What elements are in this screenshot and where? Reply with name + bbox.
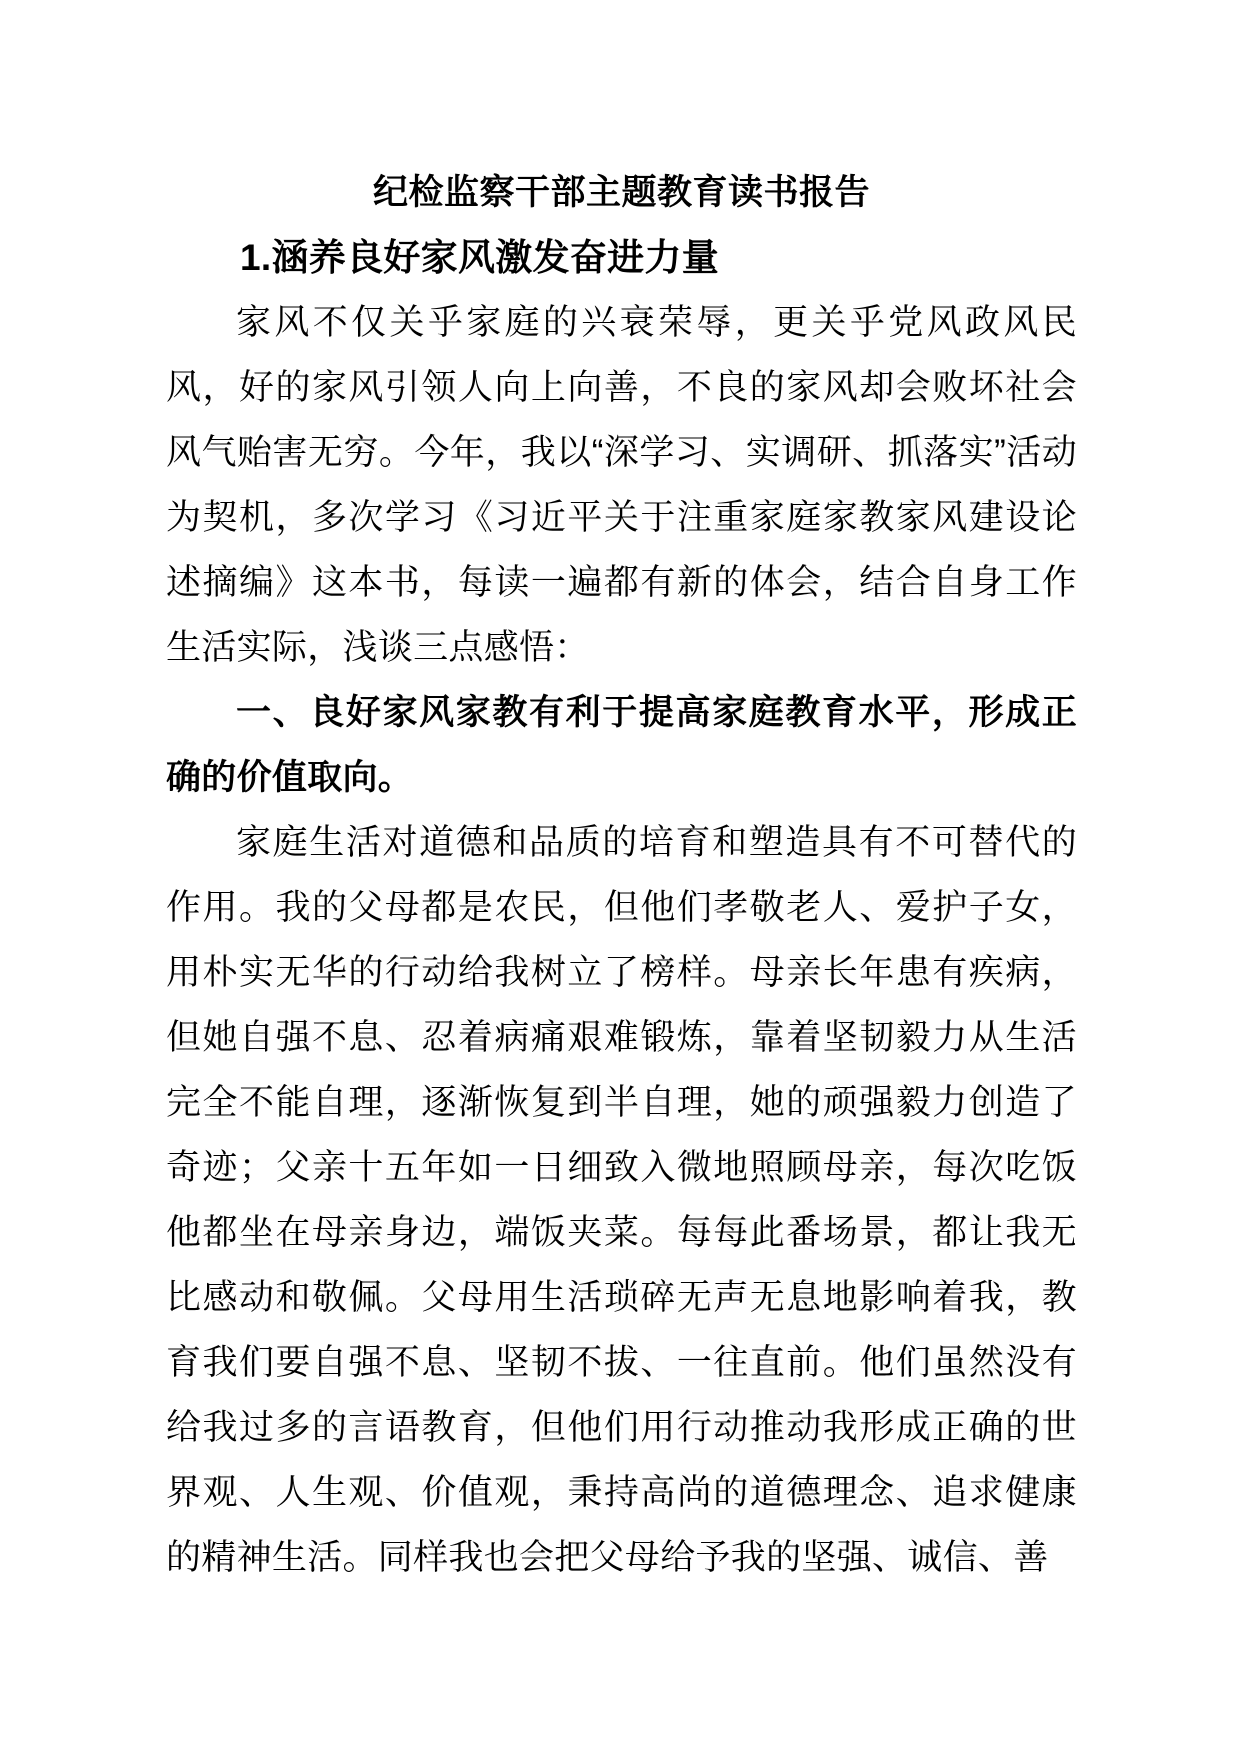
section-heading-point-one: 一、良好家风家教有利于提高家庭教育水平，形成正确的价值取向。 [166,693,1077,797]
section-heading-numbered: 1.涵养良好家风激发奋进力量 [240,237,720,278]
paragraph-intro: 家风不仅关乎家庭的兴衰荣辱，更关乎党风政风民风，好的家风引领人向上向善，不良的家风却会败坏社会风气贻害无穷。今年，我以“深学习、实调研、抓落实”活动为契机，多次学习《习近平关于注重家庭家教家风建设论述摘编》这本书，每读一遍都有新的体会，结合自身工作生活实际，浅谈三点感悟： [166,303,1077,667]
paragraph-body: 家庭生活对道德和品质的培育和塑造具有不可替代的作用。我的父母都是农民，但他们孝敬老人、爱护子女，用朴实无华的行动给我树立了榜样。母亲长年患有疾病，但她自强不息、忍着病痛艰难锻炼，靠着坚韧毅力从生活完全不能自理，逐渐恢复到半自理，她的顽强毅力创造了奇迹；父亲十五年如一日细致入微地照顾母亲，每次吃饭他都坐在母亲身边，端饭夹菜。每每此番场景，都让我无比感动和敬佩。父母用生活琐碎无声无息地影响着我，教育我们要自强不息、坚韧不拔、一往直前。他们虽然没有给我过多的言语教育，但他们用行动推动我形成正确的世界观、人生观、价值观，秉持高尚的道德理念、追求健康的精神生活。同样我也会把父母给予我的坚强、诚信、善 [166,823,1077,1577]
document-title: 纪检监察干部主题教育读书报告 [372,173,870,212]
